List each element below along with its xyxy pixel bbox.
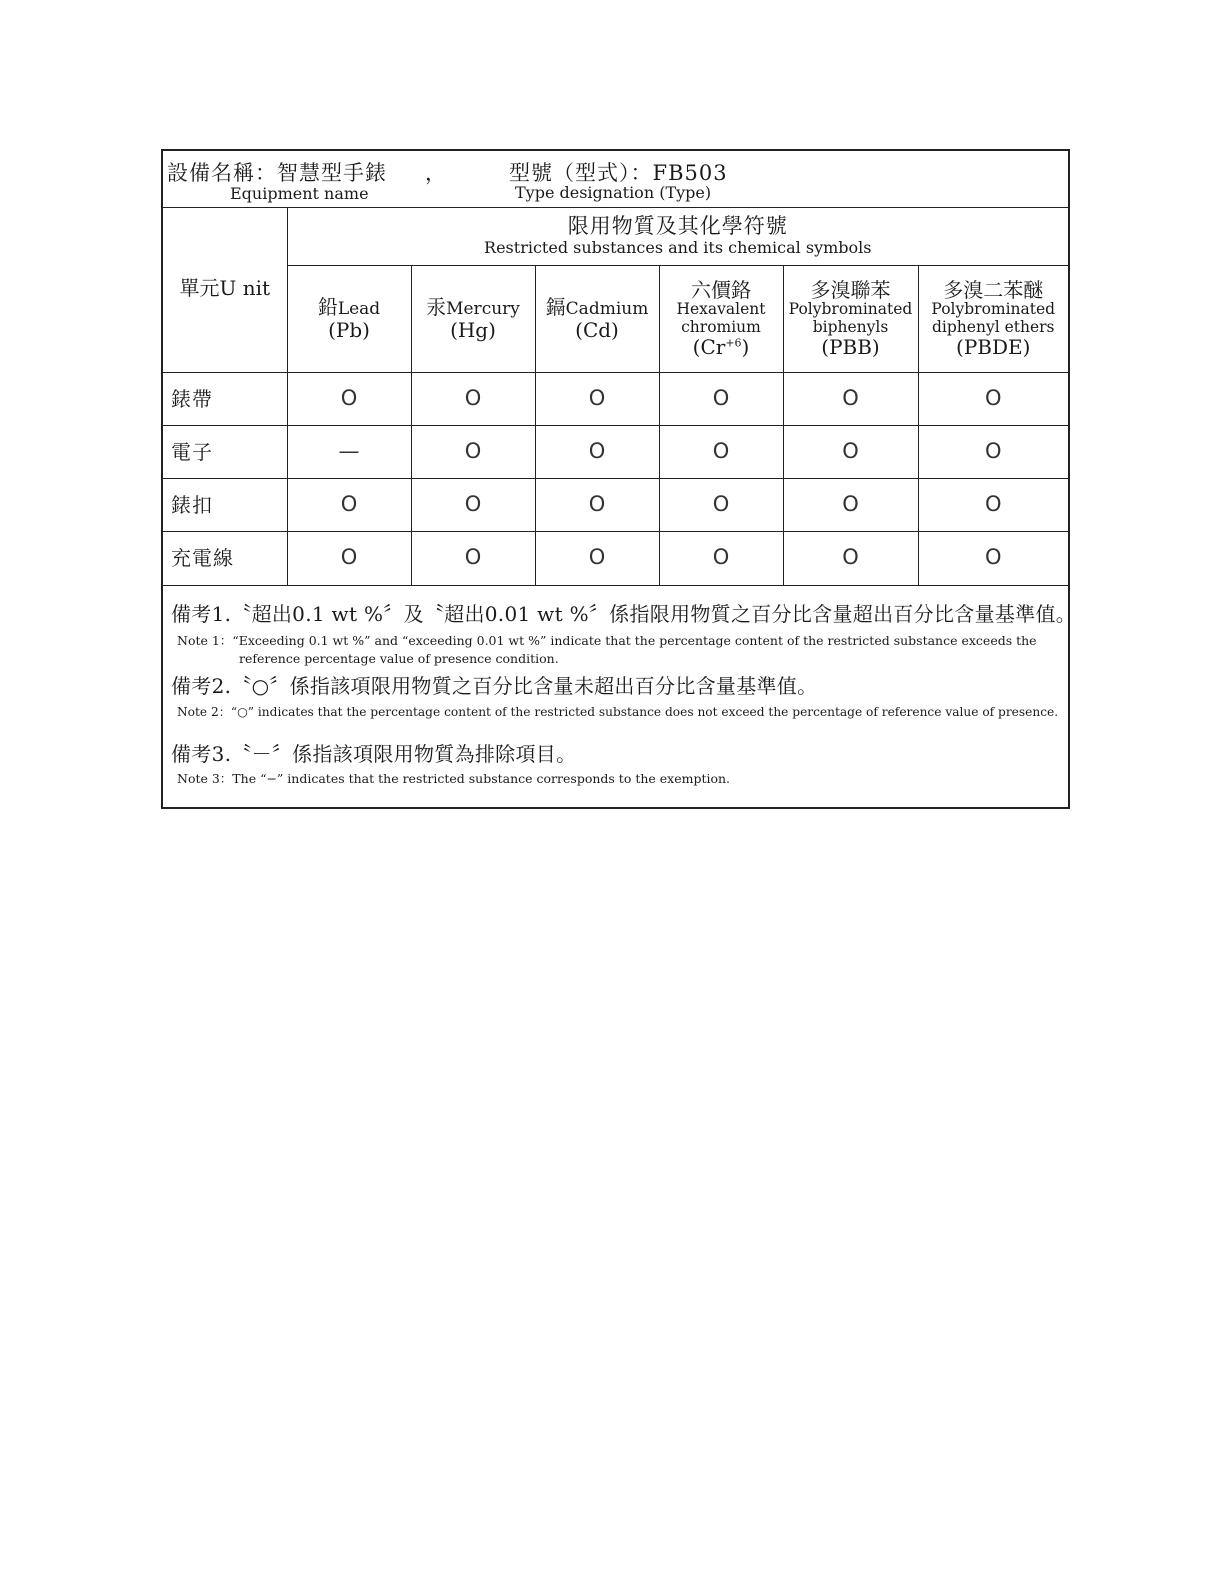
table-cell: O [659,478,783,531]
cadmium-zh: 鎘 [545,295,566,320]
pbb-en-line1: Polybrominated [788,300,913,319]
note2-zh: 備考2.〝○〞係指該項限用物質之百分比含量未超出百分比含量基準值。 [171,674,818,698]
column-header-mercury [411,265,535,372]
lead-symbol: (Pb) [328,317,370,342]
type-designation-zh: 型號（型式）：FB503 [509,161,728,185]
table-cell: O [918,372,1068,425]
table-cell: O [535,425,659,478]
unit-label: 單元U nit [179,276,271,300]
table-row [163,531,1068,585]
table-cell: O [918,425,1068,478]
table-cell: O [659,425,783,478]
table-cell: O [411,478,535,531]
table-cell: O [411,425,535,478]
chromium-en-line2: chromium [681,317,761,336]
column-header-cadmium [535,265,659,372]
header-comma: ， [425,161,447,185]
equipment-name-en: Equipment name [230,184,369,203]
chromium-en-line1: Hexavalent [676,300,766,319]
table-cell: O [535,478,659,531]
chromium-zh: 六價鉻 [691,278,751,303]
pbde-symbol: (PBDE) [956,334,1031,359]
mercury-zh: 汞 [426,295,447,320]
unit-header-cell [163,207,287,372]
pbb-zh: 多溴聯苯 [810,278,891,303]
document-header [163,151,1068,208]
table-cell: O [535,531,659,585]
row-name: 充電線 [163,531,287,585]
chromium-symbol: $(Cr^{+6})$ [692,334,750,359]
column-header-lead [287,265,411,372]
table-cell: O [287,531,411,585]
table-cell: O [918,478,1068,531]
table-cell: — [287,425,411,478]
pbde-en-line2: diphenyl ethers [932,317,1055,336]
table-row [163,372,1068,425]
table-cell: O [411,531,535,585]
rohs-declaration-document [161,149,1077,809]
note2-en: Note 2：“○” indicates that the percentage content of the restricted substance does not exceed the percentage of reference value of presence. [177,705,1059,719]
row-name: 錶帶 [163,372,287,425]
table-cell: O [783,425,918,478]
note1-zh: 備考1.〝超出0.1 wt %〞及〝超出0.01 wt %〞係指限用物質之百分比含量超出百分比含量基準值。 [171,602,1077,626]
column-header-pbde [918,265,1068,372]
pbde-zh: 多溴二苯醚 [943,278,1044,303]
table-cell: O [411,372,535,425]
cadmium-symbol: (Cd) [575,317,619,342]
column-header-hexavalent-chromium [659,265,783,372]
substances-title-zh: 限用物質及其化學符號 [567,214,788,239]
note3-zh: 備考3.〝－〞係指該項限用物質為排除項目。 [171,742,577,766]
table-cell: O [783,478,918,531]
table-cell: O [918,531,1068,585]
lead-en: Lead [337,299,381,320]
pbb-en-line2: biphenyls [812,317,889,336]
equipment-name-zh: 設備名稱：智慧型手錶 [167,161,387,185]
note3-en: Note 3：The “−” indicates that the restricted substance corresponds to the exemption. [177,771,731,786]
table-cell: O [659,531,783,585]
type-designation-en: Type designation (Type) [515,183,712,202]
row-name: 錶扣 [163,478,287,531]
table-cell: O [287,478,411,531]
mercury-symbol: (Hg) [450,317,496,342]
note1-en-line1: Note 1：“Exceeding 0.1 wt %” and “exceeding 0.01 wt %” indicate that the percentage content of the restricted substance exceeds the [177,633,1037,648]
table-cell: O [783,531,918,585]
table-cell: O [287,372,411,425]
substances-title-en: Restricted substances and its chemical symbols [484,237,872,257]
pbb-symbol: (PBB) [821,334,880,359]
note1-en-line2: reference percentage value of presence condition. [239,651,559,666]
table-cell: O [783,372,918,425]
table-cell: O [659,372,783,425]
row-name: 電子 [163,425,287,478]
lead-zh: 鉛 [317,295,338,320]
cadmium-en: Cadmium [565,299,649,320]
table-row [163,478,1068,531]
mercury-en: Mercury [446,299,520,320]
table-cell: O [535,372,659,425]
substances-group-header [287,207,1068,265]
pbde-en-line1: Polybrominated [931,300,1056,319]
table-row [163,425,1068,478]
restricted-substances-table [163,207,1068,586]
column-header-pbb [783,265,918,372]
